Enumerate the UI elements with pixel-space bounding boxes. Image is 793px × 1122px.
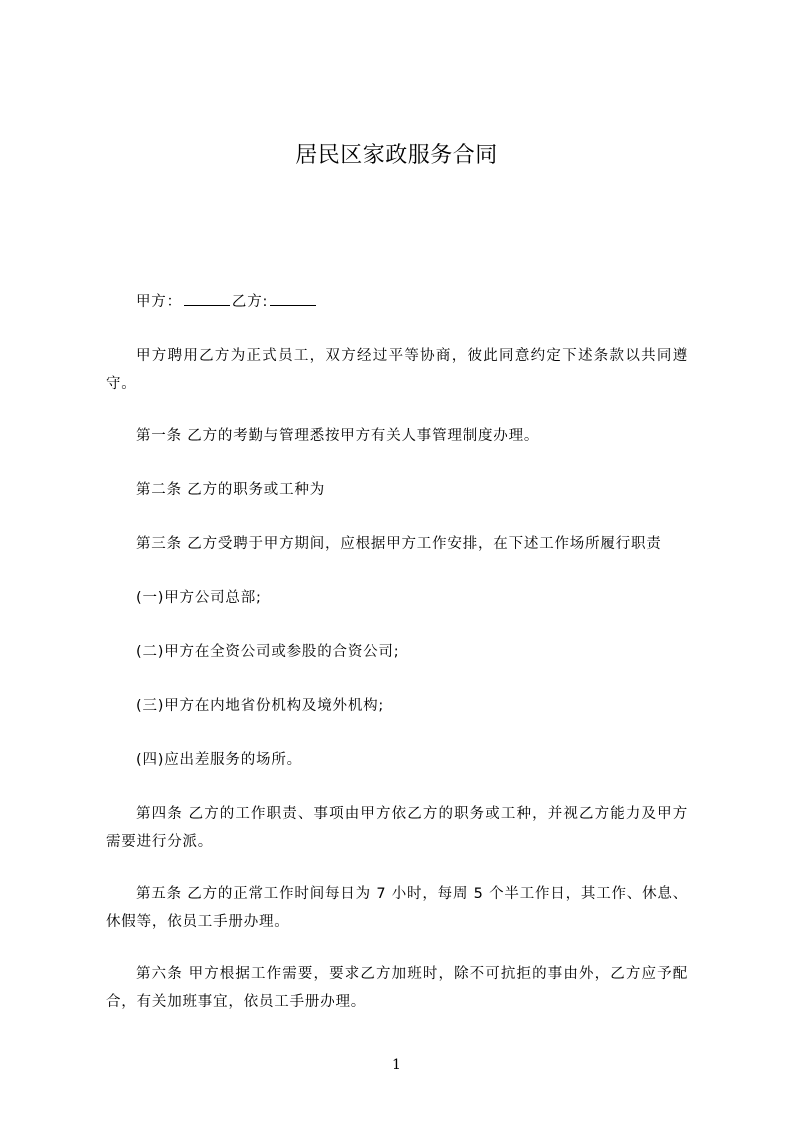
paragraph-intro: 甲方聘用乙方为正式员工，双方经过平等协商，彼此同意约定下述条款以共同遵守。 [106,348,688,392]
party-a-label: 甲方： [136,294,182,310]
clause-6: 第六条 甲方根据工作需要，要求乙方加班时，除不可抗拒的事由外，乙方应予配合，有关加班事宜，依员工手册办理。 [106,966,688,1010]
clause-3-item-3: (三)甲方在内地省份机构及境外机构; [136,698,385,714]
clause-5: 第五条 乙方的正常工作时间每日为 7 小时，每周 5 个半工作日，其工作、休息、休假等，依员工手册办理。 [106,886,688,930]
party-b-label: 乙方: [231,294,269,310]
document-title: 居民区家政服务合同 [295,143,498,168]
page-number: 1 [392,1057,401,1073]
clause-3-item-1: (一)甲方公司总部; [136,590,262,606]
clause-2: 第二条 乙方的职务或工种为 [136,482,326,498]
party-b-blank [270,291,316,306]
clause-4: 第四条 乙方的工作职责、事项由甲方依乙方的职务或工种，并视乙方能力及甲方需要进行分派。 [106,806,688,850]
document-body [106,288,688,1016]
parties-line [106,288,688,316]
clause-1: 第一条 乙方的考勤与管理悉按甲方有关人事管理制度办理。 [136,428,540,444]
clause-3: 第三条 乙方受聘于甲方期间，应根据甲方工作安排，在下述工作场所履行职责 [136,536,662,552]
party-a-blank [184,291,230,306]
clause-3-item-2: (二)甲方在全资公司或参股的合资公司; [136,644,400,660]
clause-3-item-4: (四)应出差服务的场所。 [136,752,302,768]
